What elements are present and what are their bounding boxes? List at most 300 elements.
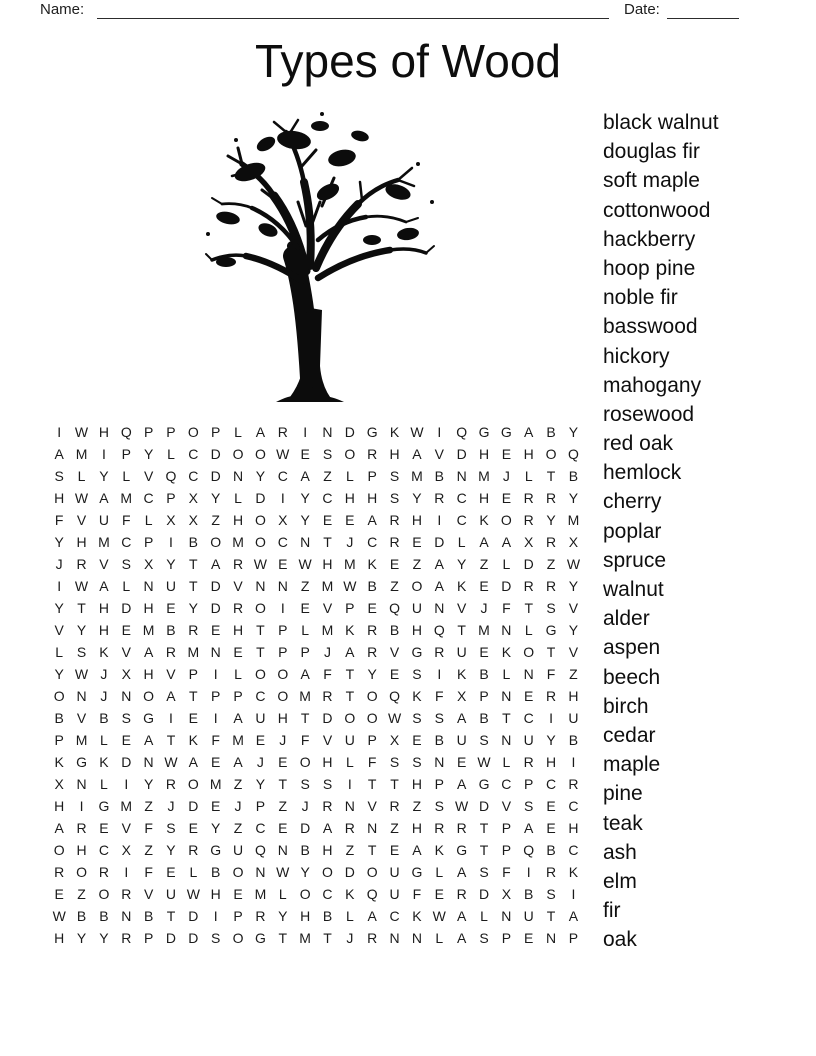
grid-cell: Z: [390, 820, 399, 836]
grid-cell: H: [277, 710, 288, 726]
grid-cell: G: [254, 930, 266, 946]
grid-cell: U: [456, 644, 467, 660]
grid-cell: E: [211, 754, 221, 770]
grid-cell: R: [165, 776, 177, 792]
grid-cell: W: [276, 446, 290, 462]
grid-cell: S: [412, 754, 422, 770]
grid-cell: I: [437, 424, 442, 440]
grid-cell: I: [124, 776, 129, 792]
grid-cell: R: [546, 864, 557, 880]
grid-cell: S: [389, 490, 400, 506]
grid-cell: S: [322, 776, 333, 792]
grid-cell: I: [437, 512, 442, 528]
grid-cell: L: [524, 622, 533, 638]
grid-cell: T: [300, 710, 310, 726]
grid-cell: K: [367, 556, 377, 572]
grid-cell: A: [367, 512, 377, 528]
grid-cell: F: [412, 886, 422, 902]
grid-cell: V: [143, 886, 154, 902]
grid-cell: S: [412, 710, 422, 726]
grid-cell: Q: [366, 886, 378, 902]
grid-cell: Z: [569, 666, 578, 682]
grid-cell: R: [344, 820, 355, 836]
grid-cell: P: [121, 446, 131, 462]
word-item: oak: [603, 928, 637, 952]
grid-cell: H: [389, 446, 400, 462]
grid-cell: E: [389, 666, 400, 682]
grid-cell: Z: [144, 842, 153, 858]
grid-cell: J: [234, 798, 242, 814]
grid-cell: C: [568, 842, 579, 858]
grid-cell: N: [389, 930, 400, 946]
grid-cell: N: [255, 864, 266, 880]
grid-cell: T: [390, 776, 399, 792]
grid-cell: E: [300, 600, 310, 616]
grid-cell: E: [345, 512, 355, 528]
grid-cell: B: [367, 578, 377, 594]
grid-cell: T: [323, 930, 332, 946]
grid-cell: X: [389, 732, 400, 748]
grid-cell: V: [568, 600, 579, 616]
grid-cell: E: [54, 886, 64, 902]
word-item: soft maple: [603, 169, 700, 193]
grid-cell: R: [389, 512, 400, 528]
grid-cell: L: [77, 468, 86, 484]
grid-cell: K: [345, 622, 355, 638]
grid-cell: H: [568, 820, 579, 836]
grid-cell: K: [456, 666, 467, 682]
grid-cell: E: [211, 622, 221, 638]
grid-cell: T: [479, 820, 489, 836]
grid-cell: N: [277, 842, 288, 858]
grid-cell: S: [389, 468, 400, 484]
grid-cell: O: [98, 886, 110, 902]
grid-cell: H: [54, 930, 65, 946]
grid-cell: A: [456, 776, 467, 792]
grid-cell: A: [412, 842, 422, 858]
grid-cell: C: [188, 446, 199, 462]
grid-cell: R: [523, 512, 534, 528]
grid-cell: B: [322, 908, 333, 924]
grid-cell: S: [76, 644, 87, 660]
grid-cell: R: [232, 556, 244, 572]
grid-cell: W: [455, 798, 469, 814]
grid-cell: I: [571, 754, 576, 770]
grid-cell: R: [568, 776, 579, 792]
grid-cell: T: [546, 644, 556, 660]
grid-cell: Y: [568, 424, 579, 440]
grid-cell: C: [568, 798, 579, 814]
grid-cell: H: [411, 622, 422, 638]
grid-cell: S: [166, 820, 176, 836]
word-item: cedar: [603, 723, 656, 747]
grid-cell: Z: [323, 468, 332, 484]
grid-cell: I: [526, 864, 531, 880]
grid-cell: D: [523, 556, 534, 572]
grid-cell: C: [277, 534, 288, 550]
grid-cell: A: [456, 908, 467, 924]
grid-cell: P: [233, 908, 243, 924]
grid-cell: H: [232, 622, 244, 638]
grid-cell: R: [188, 622, 199, 638]
grid-cell: W: [387, 710, 402, 726]
grid-cell: P: [434, 776, 444, 792]
grid-cell: M: [142, 622, 155, 638]
grid-cell: M: [75, 732, 88, 748]
grid-cell: N: [322, 424, 333, 440]
grid-cell: I: [549, 710, 554, 726]
grid-cell: H: [76, 842, 87, 858]
grid-cell: S: [546, 886, 556, 902]
grid-cell: T: [546, 468, 556, 484]
grid-cell: O: [232, 864, 244, 880]
grid-cell: W: [253, 556, 268, 572]
grid-cell: S: [434, 798, 444, 814]
grid-cell: A: [434, 556, 444, 572]
word-item: red oak: [603, 432, 674, 456]
grid-cell: V: [456, 600, 467, 616]
grid-cell: Y: [54, 666, 64, 682]
grid-cell: Y: [76, 622, 87, 638]
grid-cell: G: [500, 424, 512, 440]
grid-cell: O: [254, 666, 266, 682]
grid-cell: Z: [412, 556, 422, 572]
grid-cell: A: [524, 424, 534, 440]
grid-cell: A: [143, 644, 154, 660]
grid-cell: T: [479, 842, 489, 858]
grid-cell: O: [232, 446, 244, 462]
grid-cell: M: [232, 732, 244, 748]
grid-cell: R: [546, 490, 557, 506]
grid-cell: N: [546, 930, 557, 946]
grid-cell: B: [524, 886, 534, 902]
grid-cell: B: [434, 468, 444, 484]
grid-cell: H: [322, 556, 333, 572]
grid-cell: I: [57, 424, 62, 440]
grid-cell: D: [165, 930, 177, 946]
grid-cell: C: [389, 908, 400, 924]
grid-cell: P: [568, 930, 579, 946]
grid-cell: E: [389, 842, 400, 858]
grid-cell: A: [233, 710, 243, 726]
grid-cell: S: [479, 930, 489, 946]
grid-cell: E: [389, 556, 400, 572]
grid-cell: B: [166, 622, 176, 638]
grid-cell: U: [523, 908, 534, 924]
grid-cell: R: [546, 534, 557, 550]
grid-cell: L: [55, 644, 64, 660]
grid-cell: E: [456, 754, 467, 770]
grid-cell: U: [568, 710, 579, 726]
grid-cell: T: [502, 710, 511, 726]
grid-cell: B: [568, 732, 579, 748]
grid-cell: R: [434, 820, 445, 836]
grid-cell: O: [254, 534, 266, 550]
grid-cell: E: [278, 820, 288, 836]
grid-cell: Y: [76, 930, 87, 946]
grid-cell: V: [389, 644, 400, 660]
grid-cell: P: [501, 842, 512, 858]
word-item: fir: [603, 899, 621, 923]
word-item: mahogany: [603, 373, 702, 397]
grid-cell: Y: [456, 556, 467, 572]
grid-cell: W: [74, 666, 89, 682]
grid-cell: Z: [546, 556, 556, 572]
grid-cell: E: [501, 490, 512, 506]
grid-cell: B: [300, 842, 310, 858]
grid-cell: G: [210, 842, 222, 858]
grid-cell: V: [367, 798, 377, 814]
grid-cell: R: [546, 578, 557, 594]
grid-cell: B: [389, 622, 400, 638]
grid-cell: E: [278, 754, 288, 770]
grid-cell: V: [143, 468, 154, 484]
grid-cell: Y: [278, 908, 288, 924]
grid-cell: Y: [546, 732, 556, 748]
grid-cell: H: [322, 842, 333, 858]
grid-cell: M: [321, 578, 334, 594]
grid-cell: L: [457, 534, 466, 550]
grid-cell: E: [121, 732, 131, 748]
grid-cell: M: [567, 512, 580, 528]
word-item: walnut: [603, 578, 664, 601]
grid-cell: Y: [568, 490, 579, 506]
grid-cell: G: [478, 776, 490, 792]
grid-cell: H: [76, 534, 87, 550]
grid-cell: R: [322, 798, 333, 814]
grid-cell: O: [322, 864, 333, 880]
grid-cell: K: [54, 754, 64, 770]
grid-cell: T: [278, 930, 288, 946]
grid-cell: N: [76, 688, 87, 704]
grid-cell: B: [211, 864, 221, 880]
word-item: hoop pine: [603, 256, 696, 280]
grid-cell: B: [54, 710, 64, 726]
grid-cell: I: [571, 886, 576, 902]
grid-cell: C: [456, 490, 467, 506]
grid-cell: P: [188, 666, 198, 682]
grid-cell: E: [412, 534, 422, 550]
grid-cell: H: [54, 490, 65, 506]
grid-cell: W: [164, 754, 178, 770]
grid-cell: K: [99, 644, 109, 660]
grid-cell: I: [213, 666, 218, 682]
grid-cell: D: [210, 578, 221, 594]
grid-cell: L: [234, 490, 242, 506]
grid-cell: Q: [389, 600, 401, 616]
grid-cell: F: [144, 820, 153, 836]
grid-cell: X: [188, 512, 198, 528]
grid-cell: Y: [143, 446, 154, 462]
grid-cell: A: [99, 490, 109, 506]
grid-cell: L: [301, 622, 310, 638]
date-label: Date:: [624, 1, 660, 18]
grid-cell: H: [54, 798, 65, 814]
grid-cell: J: [323, 644, 331, 660]
grid-cell: P: [479, 688, 489, 704]
grid-cell: M: [299, 930, 311, 946]
grid-cell: Q: [433, 622, 445, 638]
grid-cell: V: [501, 798, 512, 814]
grid-cell: N: [411, 930, 422, 946]
grid-cell: E: [501, 446, 512, 462]
grid-cell: P: [255, 798, 266, 814]
name-label: Name:: [40, 1, 85, 18]
grid-cell: P: [501, 820, 512, 836]
grid-cell: L: [345, 754, 354, 770]
grid-cell: E: [524, 930, 534, 946]
grid-cell: A: [568, 908, 579, 924]
grid-cell: N: [523, 666, 534, 682]
grid-cell: E: [166, 600, 176, 616]
grid-cell: E: [546, 798, 556, 814]
grid-cell: R: [546, 688, 557, 704]
grid-cell: D: [456, 446, 467, 462]
grid-cell: Q: [165, 468, 177, 484]
grid-cell: J: [100, 666, 108, 682]
grid-cell: Y: [166, 556, 176, 572]
grid-cell: S: [300, 776, 310, 792]
grid-cell: T: [189, 578, 198, 594]
grid-cell: H: [568, 688, 579, 704]
grid-cell: C: [322, 490, 333, 506]
word-item: alder: [603, 607, 650, 631]
grid-cell: L: [100, 776, 108, 792]
grid-cell: E: [322, 512, 333, 528]
grid-cell: R: [232, 600, 244, 616]
page-title: Types of Wood: [255, 35, 561, 87]
grid-cell: Y: [568, 578, 579, 594]
grid-cell: N: [434, 600, 445, 616]
grid-cell: R: [98, 864, 109, 880]
grid-cell: B: [479, 710, 489, 726]
grid-cell: S: [434, 710, 444, 726]
grid-cell: N: [232, 468, 244, 484]
grid-cell: L: [234, 424, 242, 440]
grid-cell: O: [411, 578, 423, 594]
grid-cell: Q: [568, 446, 579, 462]
grid-cell: T: [278, 776, 288, 792]
grid-cell: G: [456, 842, 468, 858]
grid-cell: F: [502, 864, 511, 880]
grid-cell: E: [166, 864, 176, 880]
grid-cell: I: [213, 908, 218, 924]
grid-cell: O: [254, 600, 266, 616]
grid-cell: V: [233, 578, 243, 594]
grid-cell: H: [232, 512, 244, 528]
word-item: maple: [603, 753, 661, 777]
grid-cell: M: [478, 468, 490, 484]
grid-cell: X: [568, 534, 579, 550]
grid-cell: G: [545, 622, 557, 638]
grid-cell: D: [188, 908, 199, 924]
grid-cell: W: [74, 424, 89, 440]
grid-cell: A: [255, 424, 266, 440]
grid-cell: E: [479, 644, 489, 660]
grid-cell: U: [98, 512, 109, 528]
grid-cell: X: [278, 512, 288, 528]
grid-cell: E: [546, 820, 556, 836]
grid-cell: A: [501, 534, 512, 550]
grid-cell: O: [366, 864, 378, 880]
grid-cell: B: [434, 732, 444, 748]
word-item: cherry: [603, 490, 662, 514]
grid-cell: M: [299, 688, 311, 704]
grid-cell: A: [322, 820, 333, 836]
grid-cell: A: [143, 732, 154, 748]
grid-cell: X: [188, 490, 198, 506]
grid-cell: R: [434, 490, 445, 506]
grid-cell: C: [456, 512, 467, 528]
grid-cell: L: [345, 468, 354, 484]
grid-cell: I: [280, 490, 285, 506]
grid-cell: E: [278, 556, 288, 572]
grid-cell: T: [345, 688, 355, 704]
grid-cell: M: [344, 556, 356, 572]
grid-cell: B: [99, 710, 109, 726]
grid-cell: M: [75, 446, 88, 462]
grid-cell: K: [99, 754, 109, 770]
grid-cell: O: [299, 754, 311, 770]
grid-cell: E: [99, 820, 109, 836]
grid-cell: O: [366, 710, 378, 726]
grid-cell: N: [76, 776, 87, 792]
grid-cell: O: [545, 446, 557, 462]
grid-cell: T: [367, 842, 377, 858]
grid-cell: T: [546, 908, 556, 924]
grid-cell: L: [502, 556, 511, 572]
word-item: aspen: [603, 636, 661, 660]
grid-cell: V: [99, 556, 109, 572]
grid-cell: P: [143, 534, 154, 550]
grid-cell: M: [209, 776, 222, 792]
wordsearch-grid: [48, 421, 585, 949]
grid-cell: N: [367, 820, 378, 836]
grid-cell: M: [411, 468, 423, 484]
grid-cell: Z: [278, 798, 288, 814]
grid-cell: S: [121, 556, 131, 572]
grid-cell: P: [166, 424, 176, 440]
grid-cell: I: [280, 600, 285, 616]
grid-cell: Z: [412, 798, 422, 814]
grid-cell: R: [367, 446, 378, 462]
grid-cell: V: [76, 512, 87, 528]
grid-cell: H: [322, 754, 333, 770]
word-item: elm: [603, 869, 637, 893]
grid-cell: T: [323, 534, 332, 550]
grid-cell: N: [210, 644, 221, 660]
grid-cell: G: [98, 798, 110, 814]
grid-cell: S: [412, 666, 422, 682]
grid-cell: J: [346, 534, 354, 550]
grid-cell: Z: [77, 886, 86, 902]
grid-cell: O: [254, 446, 266, 462]
grid-cell: D: [121, 754, 132, 770]
grid-cell: J: [301, 798, 309, 814]
grid-cell: C: [121, 534, 132, 550]
grid-cell: L: [144, 512, 153, 528]
grid-cell: T: [189, 556, 198, 572]
grid-cell: W: [276, 864, 290, 880]
grid-cell: A: [54, 820, 64, 836]
grid-cell: J: [167, 798, 175, 814]
grid-cell: A: [456, 864, 467, 880]
grid-cell: S: [322, 446, 333, 462]
grid-cell: V: [121, 820, 131, 836]
grid-cell: H: [478, 446, 490, 462]
grid-cell: Y: [211, 490, 221, 506]
grid-cell: T: [189, 688, 198, 704]
